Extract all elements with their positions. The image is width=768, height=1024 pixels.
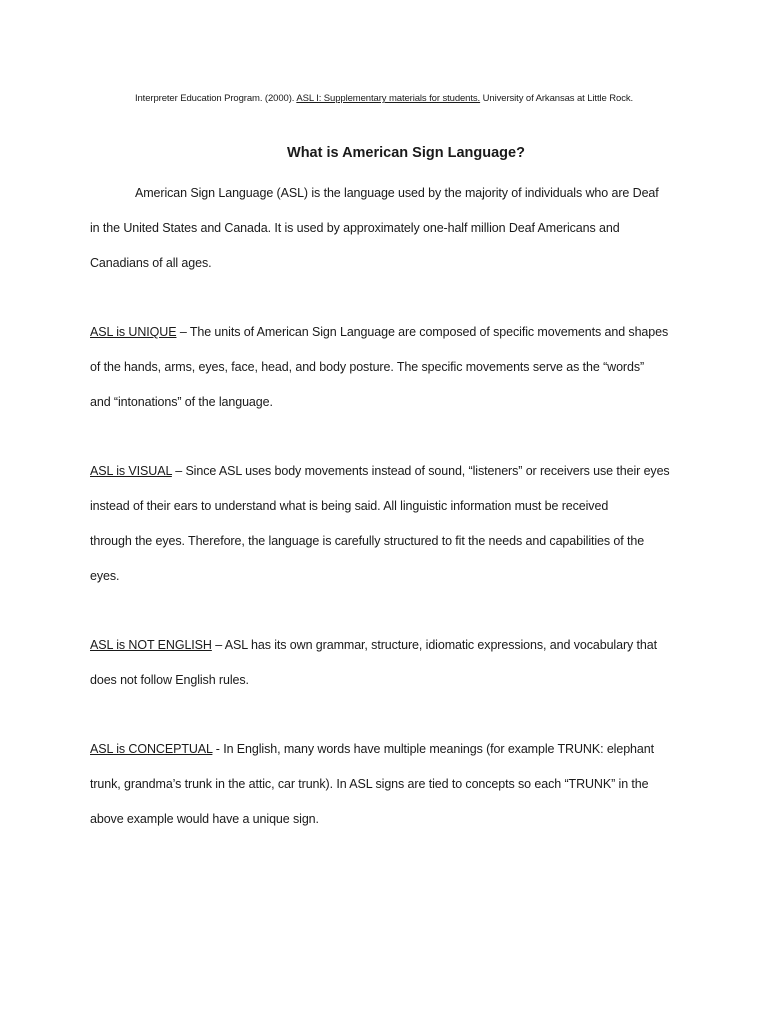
paragraph-line: [90, 732, 680, 767]
paragraph-line: instead of their ears to understand what is being said. All linguistic information must be received: [90, 499, 609, 513]
paragraph-line: [90, 454, 680, 489]
paragraph-line: [90, 628, 680, 663]
paragraph-line: in the United States and Canada. It is used by approximately one-half million Deaf Americans and: [90, 221, 620, 235]
citation-prefix: Interpreter Education Program. (2000).: [134, 93, 295, 104]
section-unique: [90, 315, 680, 420]
section-text: – The units of American Sign Language are composed of specific movements and shapes: [176, 325, 669, 339]
section-not-english: [90, 628, 680, 698]
intro-paragraph: [90, 176, 680, 281]
section-visual: [90, 454, 680, 594]
section-term: ASL is VISUAL: [90, 464, 172, 478]
citation-suffix: University of Arkansas at Little Rock.: [482, 93, 634, 104]
citation: [0, 93, 768, 104]
paragraph-line: [90, 315, 680, 350]
page-title: What is American Sign Language?: [287, 145, 525, 161]
section-text: – Since ASL uses body movements instead of sound, “listeners” or receivers use their eyes: [171, 464, 670, 478]
paragraph-line: of the hands, arms, eyes, face, head, and body posture. The specific movements serve as the “words”: [90, 360, 645, 374]
paragraph-line: does not follow English rules.: [90, 673, 249, 687]
paragraph-line: trunk, grandma’s trunk in the attic, car trunk). In ASL signs are tied to concepts so each “TRUNK” in the: [90, 777, 649, 791]
section-text: - In English, many words have multiple meanings (for example TRUNK: elephant: [212, 742, 654, 756]
section-term: ASL is NOT ENGLISH: [90, 638, 212, 652]
paragraph-line: above example would have a unique sign.: [90, 812, 319, 826]
section-conceptual: [90, 732, 680, 837]
paragraph-line: Canadians of all ages.: [90, 256, 212, 270]
section-term: ASL is UNIQUE: [90, 325, 177, 339]
paragraph-line: American Sign Language (ASL) is the language used by the majority of individuals who are Deaf: [135, 186, 659, 200]
paragraph-line: and “intonations” of the language.: [90, 395, 273, 409]
paragraph-line: through the eyes. Therefore, the language is carefully structured to fit the needs and capabilities of the: [90, 534, 645, 548]
section-term: ASL is CONCEPTUAL: [90, 742, 213, 756]
section-text: – ASL has its own grammar, structure, idiomatic expressions, and vocabulary that: [211, 638, 657, 652]
paragraph-line: eyes.: [90, 569, 120, 583]
citation-title: ASL I: Supplementary materials for students.: [296, 93, 481, 104]
